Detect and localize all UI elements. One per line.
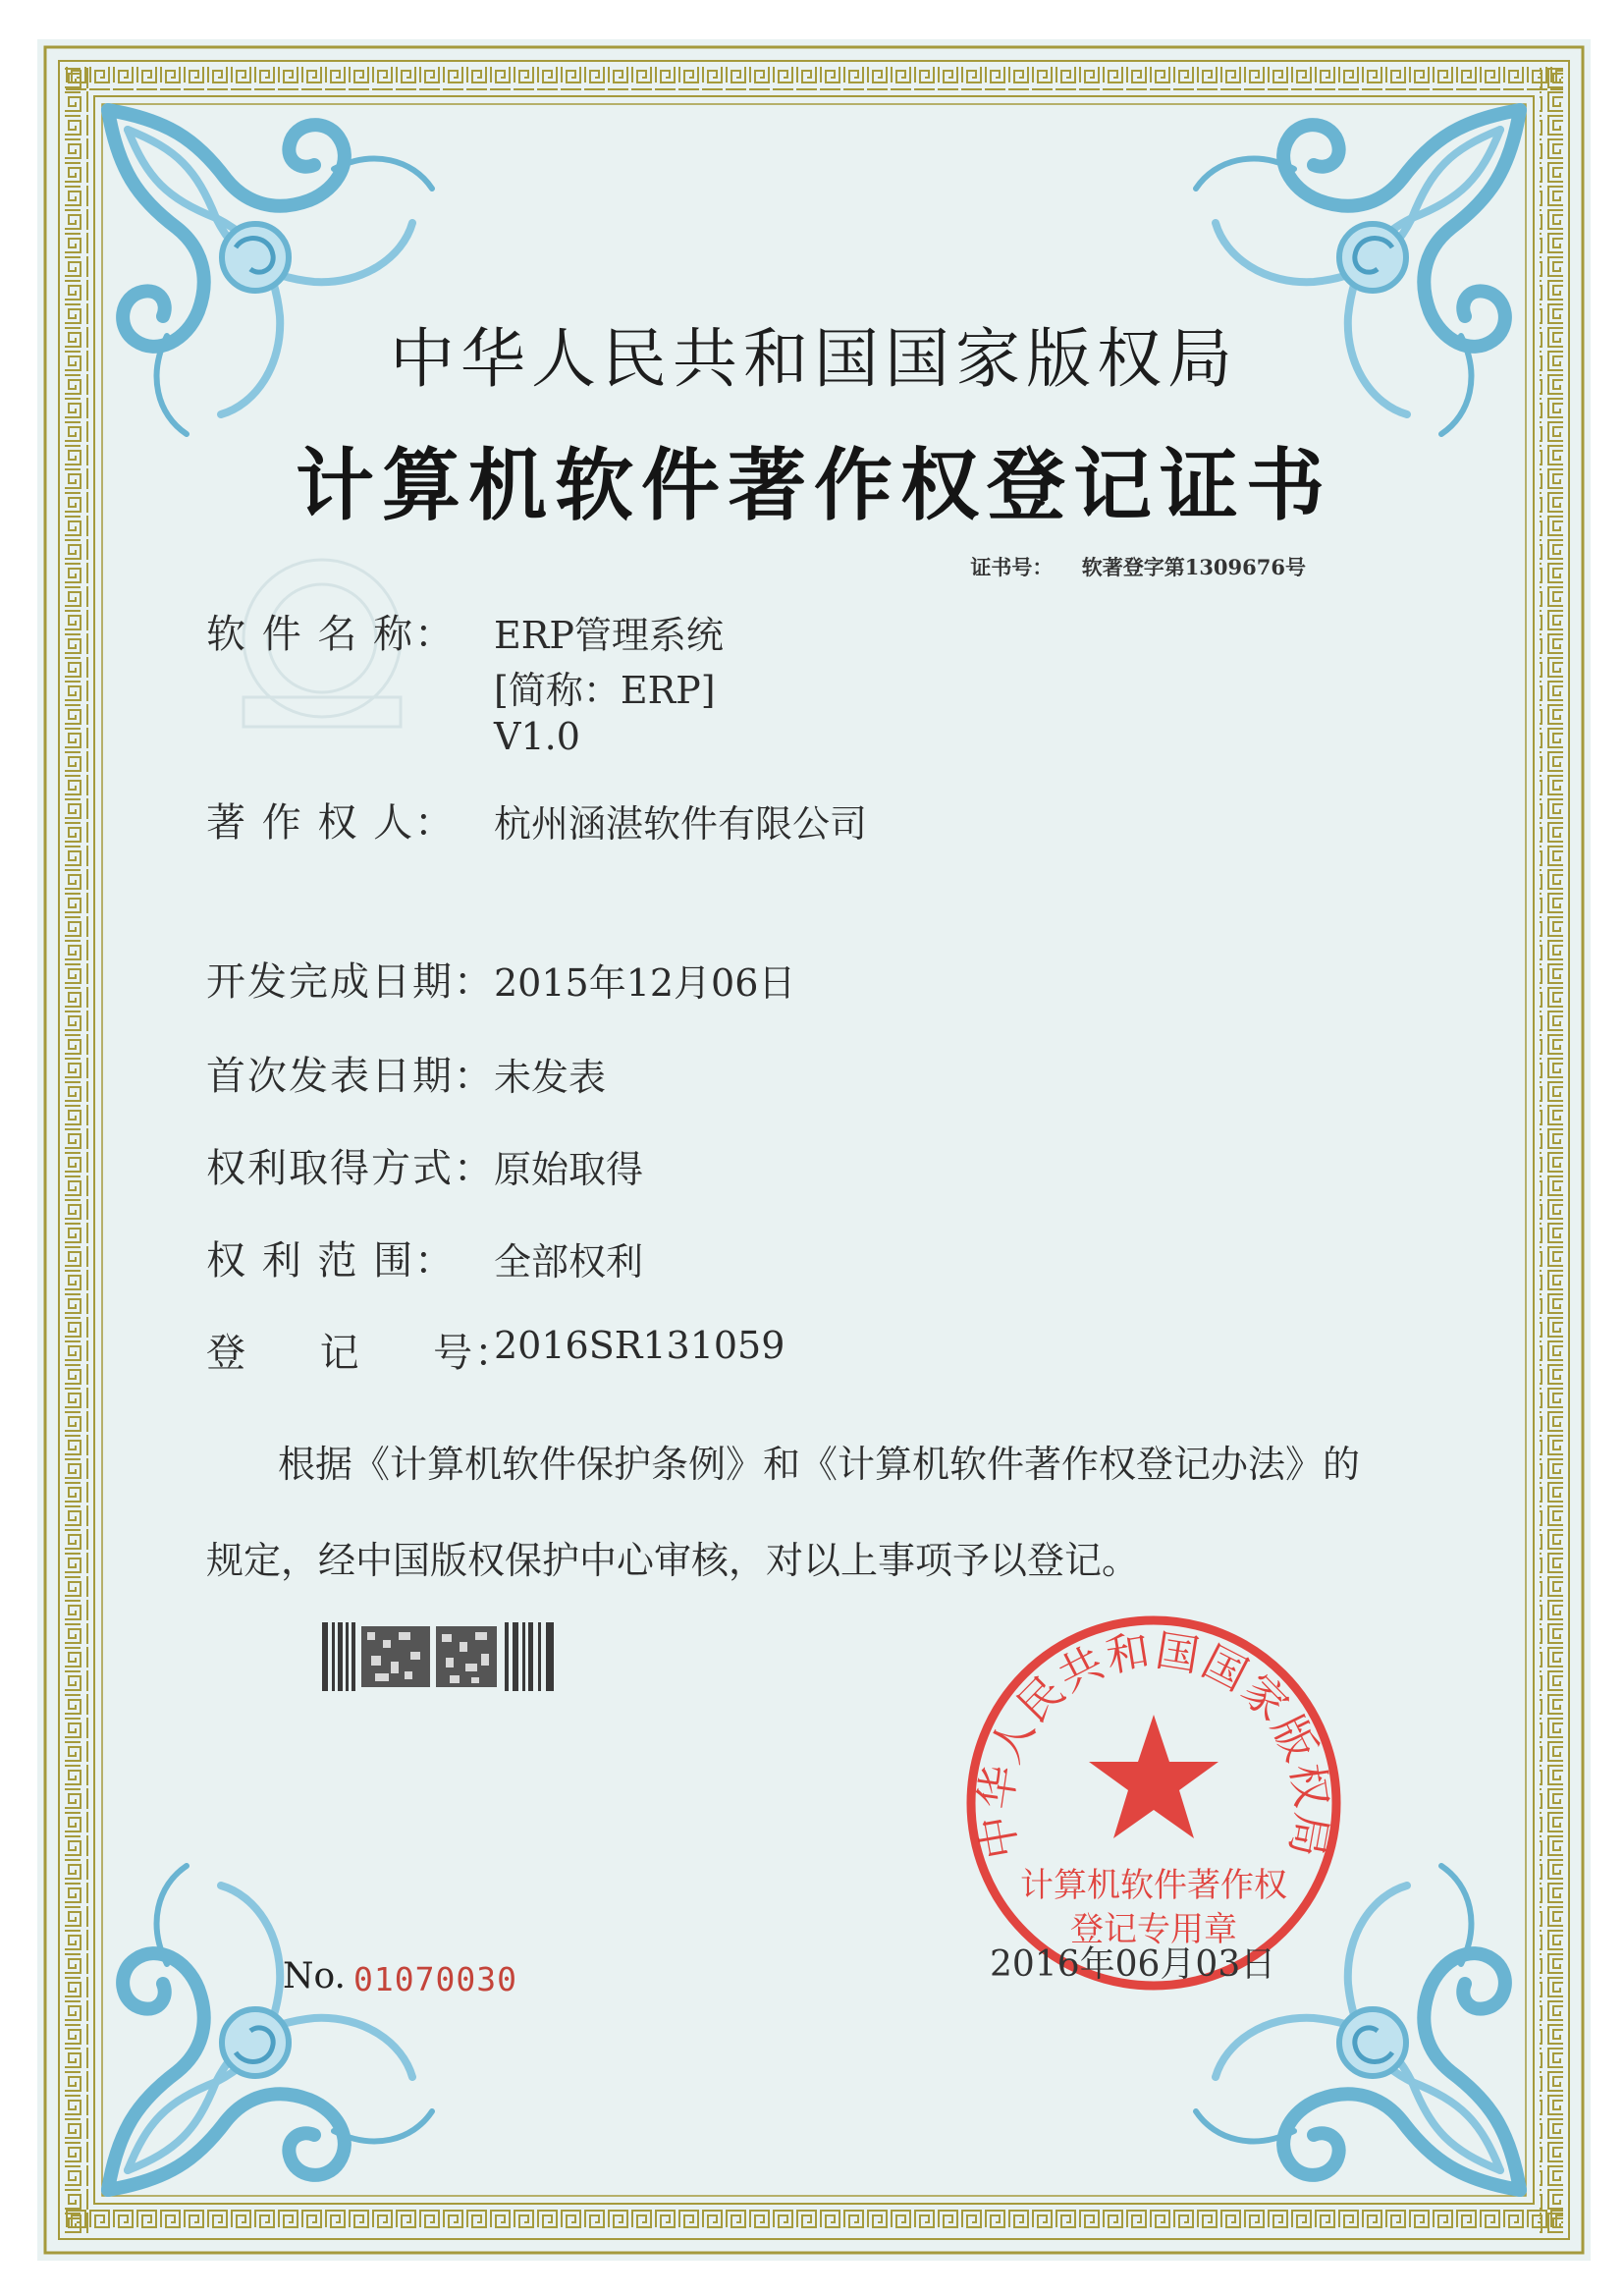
registration-number-value: 2016SR131059: [494, 1324, 785, 1367]
certificate-number-value: 软著登字第1309676号: [1081, 555, 1306, 579]
software-name-value: ERP管理系统: [494, 614, 724, 657]
barcode: [322, 1622, 558, 1691]
completion-date-label: 开发完成日期：: [206, 959, 495, 1005]
completion-date-value: 2015年12月06日: [494, 961, 796, 1005]
issuing-authority-title: 中华人民共和国国家版权局: [390, 321, 1238, 397]
acquisition-method-label: 权利取得方式：: [206, 1146, 495, 1191]
seal-arc-text: 中华人民共和国国家版权局: [970, 1625, 1337, 1863]
software-name-label: 软 件 名 称：: [206, 612, 457, 657]
seal-line-1: 计算机软件著作权: [1020, 1866, 1287, 1905]
rights-scope-value: 全部权利: [494, 1240, 644, 1284]
statement-line-2: 规定，经中国版权保护中心审核，对以上事项予以登记。: [206, 1539, 1140, 1582]
acquisition-method-value: 原始取得: [494, 1148, 644, 1191]
copyright-owner-value: 杭州涵湛软件有限公司: [494, 802, 868, 846]
statement-line-1: 根据《计算机软件保护条例》和《计算机软件著作权登记办法》的: [278, 1443, 1361, 1486]
copyright-owner-label: 著 作 权 人：: [206, 800, 457, 846]
serial-number: 01070030: [353, 1960, 517, 1998]
seal-line-2: 登记专用章: [1070, 1910, 1237, 1949]
issue-date: 2016年06月03日: [990, 1944, 1276, 1985]
rights-scope-label: 权 利 范 围：: [206, 1238, 457, 1284]
first-publication-value: 未发表: [494, 1056, 607, 1099]
certificate-page: [37, 39, 1591, 2261]
seal-star-icon: [1089, 1715, 1218, 1838]
certificate-number-label: 证书号：: [970, 555, 1054, 579]
certificate-number: [970, 552, 1306, 581]
software-version: V1.0: [494, 715, 580, 758]
software-short-name: [简称：ERP]: [494, 669, 716, 712]
registration-number-label: 登 记 号：: [206, 1331, 516, 1376]
certificate-title: 计算机软件著作权登记证书: [296, 440, 1332, 531]
serial-label: No.: [283, 1956, 346, 1996]
first-publication-label: 首次发表日期：: [206, 1054, 495, 1099]
